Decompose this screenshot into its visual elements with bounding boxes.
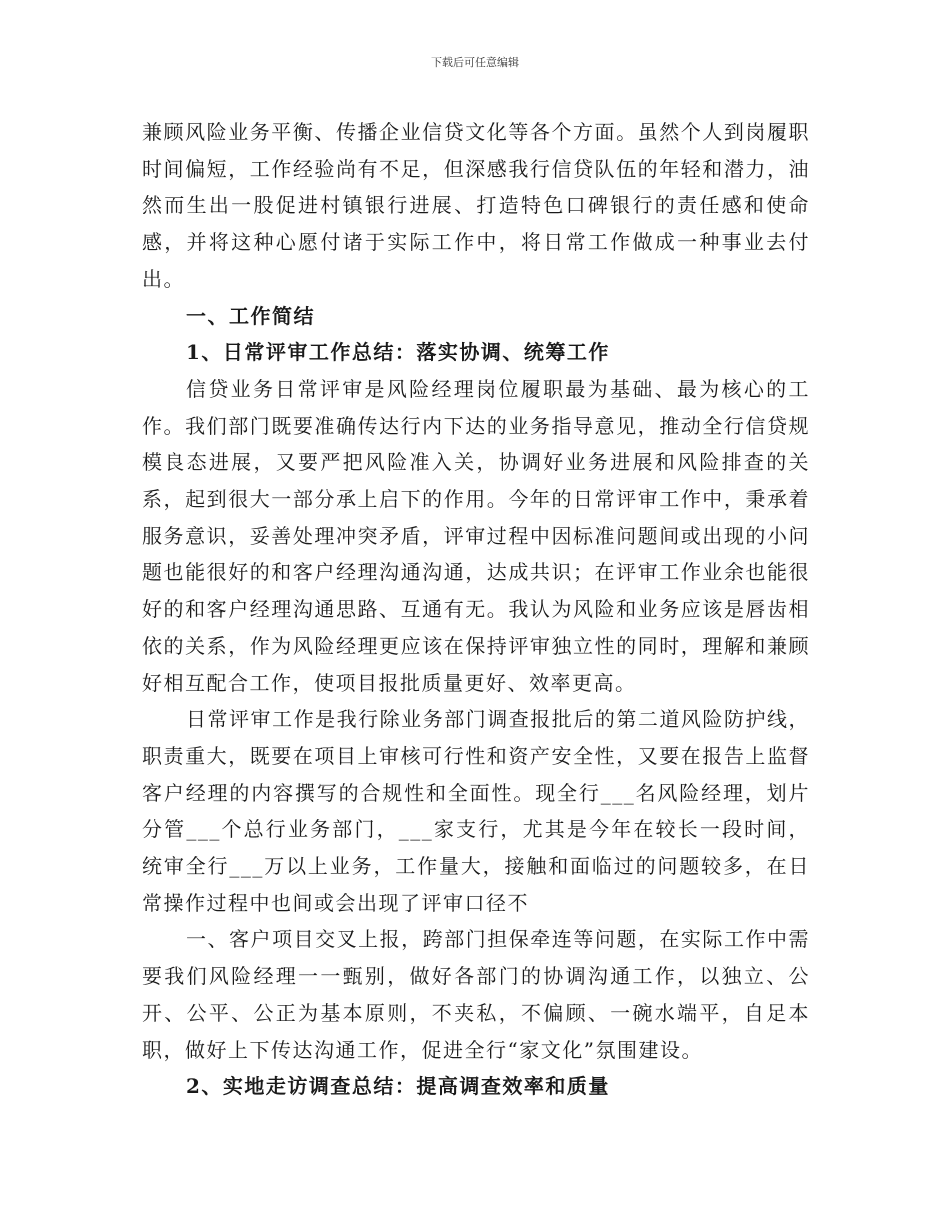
paragraph: 信贷业务日常评审是风险经理岗位履职最为基础、最为核心的工作。我们部门既要准确传达行内下达的业务指导意见，推动全行信贷规模良态进展，又要严把风险准入关，协调好业务进展和风险排查的关系，起到很大一部分承上启下的作用。今年的日常评审工作中，秉承着服务意识，妥善处理冲突矛盾，评审过程中因标准问题间或出现的小问题也能很好的和客户经理沟通沟通，达成共识；在评审工作业余也能很好的和客户经理沟通思路、互通有无。我认为风险和业务应该是唇齿相依的关系，作为风险经理更应该在保持评审独立性的同时，理解和兼顾好相互配合工作，使项目报批质量更好、效率更高。 — [142, 376, 810, 695]
paragraph: 一、客户项目交叉上报，跨部门担保牵连等问题，在实际工作中需要我们风险经理一一甄别，做好各部门的协调沟通工作，以独立、公开、公平、公正为基本原则，不夹私，不偏顾、一碗水端平，自足本职，做好上下传达沟通工作，促进全行“家文化”氛围建设。 — [142, 927, 810, 1062]
paragraph: 日常评审工作是我行除业务部门调查报批后的第二道风险防护线，职责重大，既要在项目上审核可行性和资产安全性，又要在报告上监督客户经理的内容撰写的合规性和全面性。现全行___名风险经理，划片分管___个总行业务部门，___家支行，尤其是今年在较长一段时间，统审全行___万以上业务，工作量大，接触和面临过的问题较多，在日常操作过程中也间或会出现了评审口径不 — [142, 707, 810, 915]
document-body — [142, 114, 810, 1105]
header-note: 下载后可任意编辑 — [431, 56, 519, 69]
subsection-heading: 2、实地走访调查总结：提高调查效率和质量 — [186, 1074, 610, 1099]
section-heading: 一、工作简结 — [186, 303, 315, 328]
paragraph: 兼顾风险业务平衡、传播企业信贷文化等各个方面。虽然个人到岗履职时间偏短，工作经验尚有不足，但深感我行信贷队伍的年轻和潜力，油然而生出一股促进村镇银行进展、打造特色口碑银行的责任感和使命感，并将这种心愿付诸于实际工作中，将日常工作做成一种事业去付出。 — [142, 120, 810, 291]
subsection-heading: 1、日常评审工作总结：落实协调、统筹工作 — [186, 340, 610, 365]
